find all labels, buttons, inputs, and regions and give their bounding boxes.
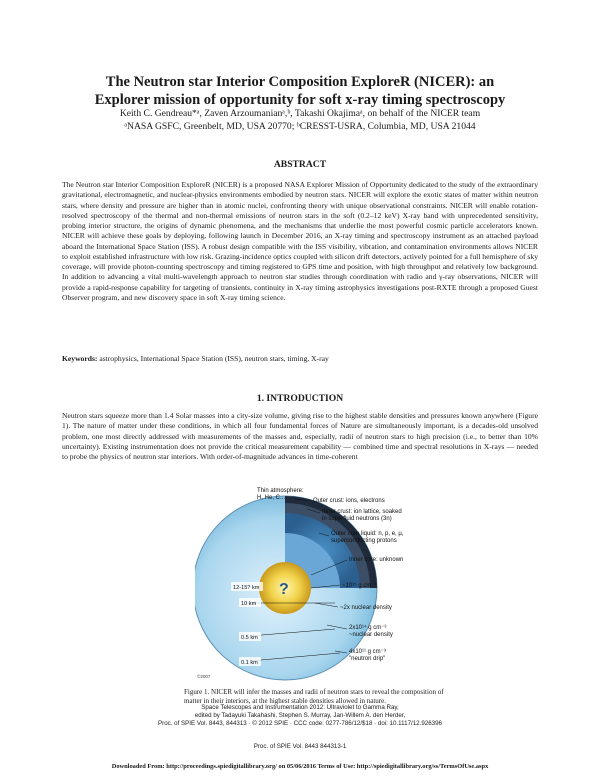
inner-core-question: ?	[279, 581, 289, 598]
radius-core-label: 12-15? km	[233, 585, 260, 591]
neutron-drip-value: 4x10¹¹ g cm⁻³	[349, 649, 386, 655]
footer-line-1: Space Telescopes and Instrumentation 2012: Ultraviolet to Gamma Ray,	[201, 704, 399, 711]
radius-01-label: 0.1 km	[241, 660, 258, 666]
inner-crust-label-1: Inner crust: ion lattice, soaked	[322, 509, 402, 515]
neutron-star-diagram	[195, 483, 445, 683]
radius-10-label: 10 km	[241, 601, 257, 607]
outer-crust-label: Outer crust: ions, electrons	[313, 498, 385, 504]
neutron-drip-note: "neutron drip"	[349, 656, 386, 662]
inner-core-label: Inner core: unknown	[349, 557, 404, 563]
figure-caption: Figure 1. NICER will infer the masses and radii of neutron stars to reveal the composition of matter in their interiors, at the highest stable densities allowed in nature.	[184, 688, 444, 705]
radius-05-label: 0.5 km	[241, 635, 258, 641]
authors: Keith C. Gendreau*ᵃ, Zaven Arzoumanianᵃ,ᵇ, Takashi Okajimaᵃ, on behalf of the NICER team	[119, 108, 481, 119]
nuclear-density-label: ~2x nuclear density	[340, 605, 392, 611]
title-line-2: Explorer mission of opportunity for soft x-ray timing spectroscopy	[94, 92, 506, 108]
inner-crust-label-2: in superfluid neutrons (3n)	[322, 516, 392, 522]
intro-heading: 1. INTRODUCTION	[256, 393, 344, 404]
download-notice: Downloaded From: http://proceedings.spiedigitallibrary.org/ on 05/06/2016 Terms of Use: http://spiedigitallibrary.org/ss/TermsOfUse.aspx	[111, 763, 489, 770]
density-core-label: ~10¹⁵ g cm⁻³	[342, 583, 377, 589]
keywords	[62, 354, 538, 364]
nuclear-density-note: ~nuclear density	[349, 632, 393, 638]
intro-text: Neutron stars squeeze more than 1.4 Solar masses into a city-size volume, giving rise to the highest stable densities and pressures known anywhere (Figure 1). The nature of matter under these conditions, in which all four fundamental forces of Nature are simultaneously important, is a decades-old unsolved problem, one most directly addressed with measurements of the masses and, especially, radii of neutron stars to high precision (i.e., to better than 10% uncertainty). Existing instrumentation does not provide the critical measurement capability — combined time and spectral resolutions in X-rays — needed to probe the physics of neutron star interiors. With order-of-magnitude advances in time-coherent	[62, 411, 538, 461]
outer-core-label-1: Outer core liquid: n, p, e, μ,	[331, 531, 404, 537]
outer-core-label-2: superconducting protons	[331, 538, 397, 544]
keywords-label: Keywords:	[62, 354, 98, 363]
page-number: Proc. of SPIE Vol. 8443 844313-1	[253, 743, 347, 750]
footer-line-3: Proc. of SPIE Vol. 8443, 844313 · © 2012 SPIE · CCC code: 0277-786/12/$18 · doi: 10.1117/12.926396	[158, 720, 442, 727]
figure-neutron-star	[195, 483, 445, 683]
abstract-heading: ABSTRACT	[273, 159, 327, 170]
paper-title	[40, 73, 560, 109]
atmosphere-label-2: H, He, C...	[257, 495, 286, 501]
affiliations: ᵃNASA GSFC, Greenbelt, MD, USA 20770; ᵇCRESST-USRA, Columbia, MD, USA 21044	[124, 121, 476, 132]
abstract-text: The Neutron star Interior Composition ExploreR (NICER) is a proposed NASA Explorer Mission of Opportunity dedicated to the study of the extraordinary gravitational, electromagnetic, and nuclear-physics environments embodied by neutron stars. NICER will explore the exotic states of matter within neutron stars, where density and pressure are higher than in atomic nuclei, confronting theory with unique observational constraints. NICER will enable rotation-resolved spectroscopy of the thermal and non-thermal emissions of neutron stars in the soft (0.2–12 keV) X-ray band with unprecedented sensitivity, probing interior structure, the origins of dynamic phenomena, and the mechanisms that underlie the most powerful cosmic particle accelerators known. NICER will achieve these goals by deploying, following launch in December 2016, an X-ray timing and spectroscopy instrument as an attached payload aboard the International Space Station (ISS). A robust design compatible with the ISS visibility, vibration, and contamination environments allows NICER to exploit established infrastructure with low risk. Grazing-incidence optics coupled with silicon drift detectors, actively pointed for a full hemisphere of sky coverage, will provide photon-counting spectroscopy and timing registered to GPS time and position, with high throughput and relatively low background. In addition to advancing a vital multi-wavelength approach to neutron star studies through coordination with radio and γ-ray observations, NICER will provide a rapid-response capability for targeting of transients, continuity in X-ray timing astrophysics investigations post-RXTE through a proposed Guest Observer program, and new discovery space in soft X-ray timing science.	[62, 180, 538, 302]
nuclear-density-value: 2x10¹⁴ g cm⁻³	[349, 625, 387, 631]
figure-credit: ©2007	[197, 674, 211, 679]
title-line-1: The Neutron star Interior Composition ExploreR (NICER): an	[105, 74, 495, 90]
footer-line-2: edited by Tadayuki Takahashi, Stephen S. Murray, Jan-Willem A. den Herder,	[194, 712, 406, 719]
atmosphere-label-1: Thin atmosphere:	[257, 488, 304, 494]
keywords-list: astrophysics, International Space Station (ISS), neutron stars, timing, X-ray	[97, 354, 329, 363]
